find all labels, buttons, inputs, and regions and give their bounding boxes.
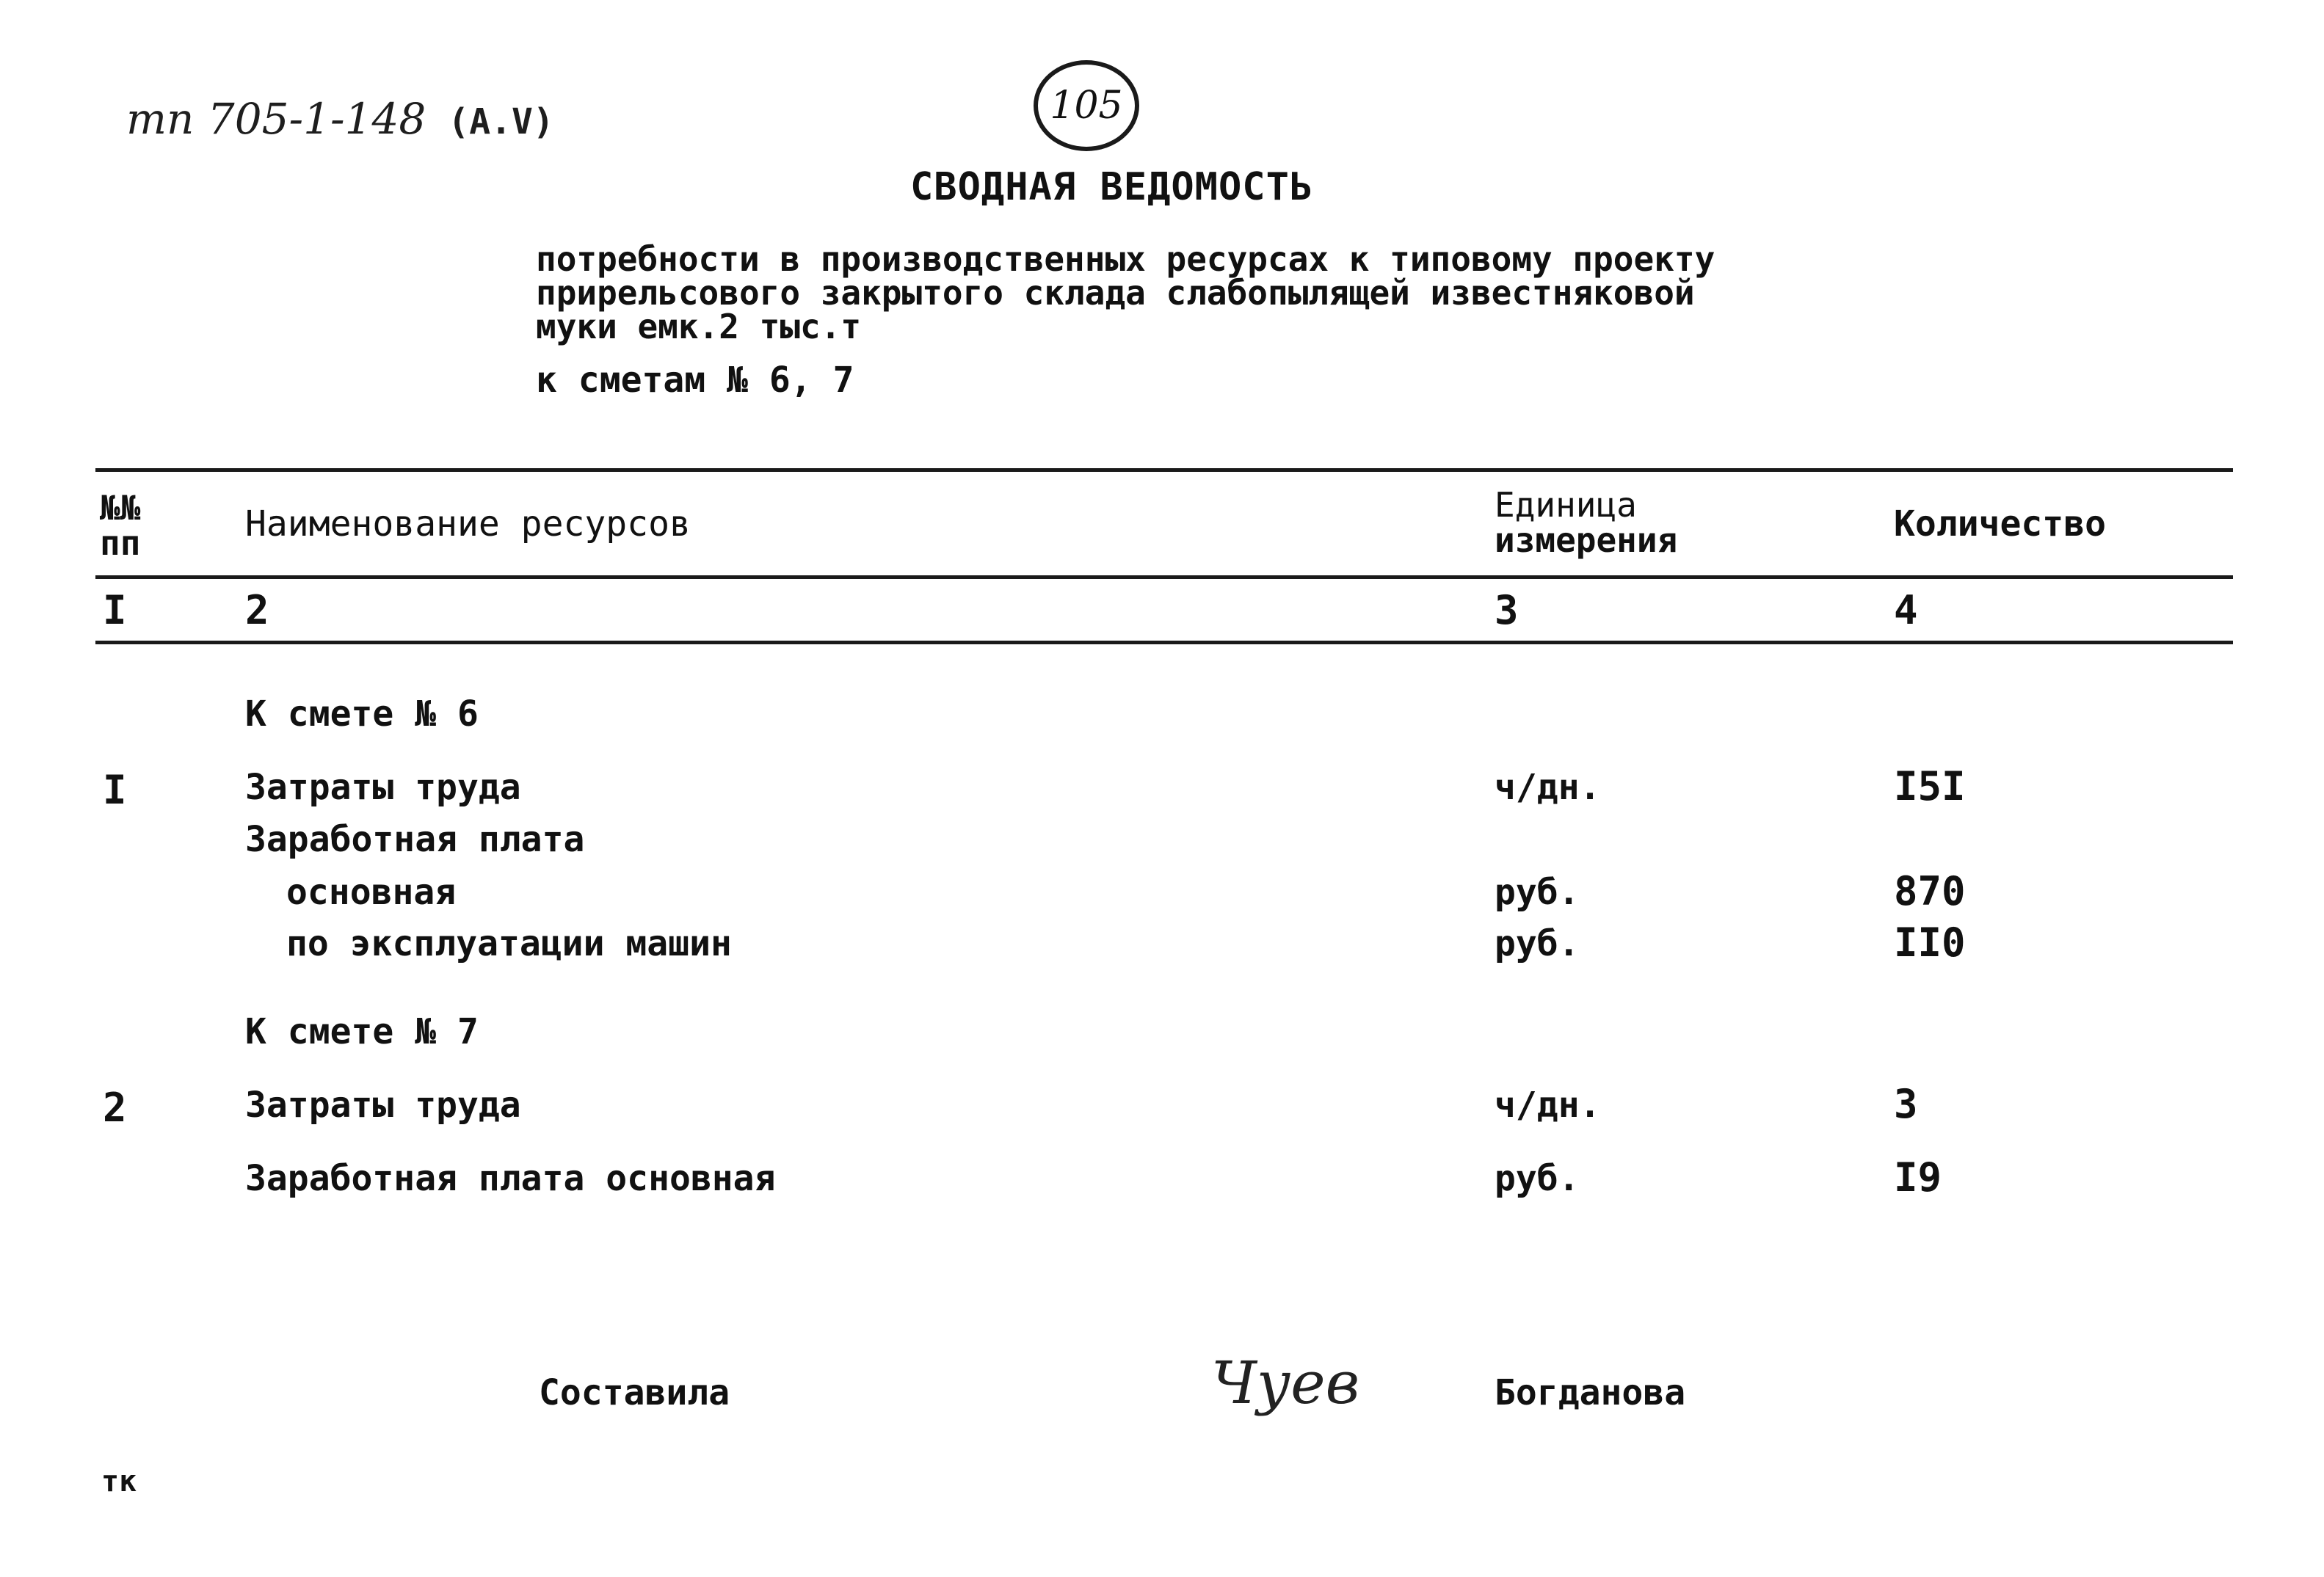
row-unit: ч/дн.: [1495, 1085, 1601, 1126]
description-line-1: потребности в производственных ресурсах к типовому проекту: [536, 239, 1715, 279]
row-unit: руб.: [1495, 872, 1580, 913]
footer-note: тк: [101, 1465, 137, 1498]
row-quantity: I9: [1894, 1154, 1942, 1201]
document-code-suffix: (А.V): [448, 101, 554, 142]
column-number-4: 4: [1894, 587, 1918, 633]
row-unit: ч/дн.: [1495, 767, 1601, 808]
document-code: [126, 94, 554, 144]
row-unit: руб.: [1495, 923, 1580, 964]
section-title-estimate-7: К смете № 7: [245, 1011, 479, 1052]
row-unit: руб.: [1495, 1158, 1580, 1199]
table-top-rule: [95, 468, 2233, 472]
row-name: основная: [286, 872, 457, 913]
row-name: Заработная плата основная: [245, 1158, 776, 1199]
row-quantity: 3: [1894, 1081, 1918, 1127]
row-number: I: [103, 767, 127, 813]
document-code-main: тп 705-1-148: [126, 94, 426, 144]
header-unit: [1495, 487, 1677, 558]
row-quantity: I5I: [1894, 763, 1966, 809]
header-row-number-line-1: №№: [100, 488, 141, 528]
row-quantity: 870: [1894, 868, 1966, 914]
signature: Чуев: [1211, 1349, 1360, 1417]
row-name: Затраты труда: [245, 1085, 521, 1126]
header-row-number-line-2: пп: [100, 523, 141, 563]
table-header-rule: [95, 575, 2233, 579]
page-number: 105: [1050, 84, 1123, 128]
header-unit-line-1: Единица: [1495, 485, 1637, 525]
section-title-estimate-6: К смете № 6: [245, 693, 479, 735]
table-column-numbers-rule: [95, 641, 2233, 644]
description-line-2: прирельсового закрытого склада слабопылящей известняковой: [536, 273, 1695, 313]
row-name: Заработная плата: [245, 819, 585, 860]
column-number-3: 3: [1495, 587, 1519, 633]
header-row-number: [100, 490, 140, 561]
estimates-reference: к сметам № 6, 7: [536, 360, 854, 401]
column-number-1: I: [103, 587, 127, 633]
row-quantity: II0: [1894, 919, 1966, 966]
description-line-3: муки емк.2 тыс.т: [536, 307, 862, 346]
header-resource-name: Наименование ресурсов: [245, 503, 691, 545]
row-number: 2: [103, 1085, 127, 1131]
document-title: СВОДНАЯ ВЕДОМОСТЬ: [910, 165, 1314, 209]
compiled-by-label: Составила: [539, 1372, 730, 1413]
header-quantity: Количество: [1894, 503, 2106, 545]
header-unit-line-2: измерения: [1495, 520, 1678, 560]
row-name: Затраты труда: [245, 767, 521, 808]
compiler-name: Богданова: [1495, 1372, 1686, 1413]
row-name: по эксплуатации машин: [286, 923, 732, 964]
column-number-2: 2: [245, 587, 269, 633]
